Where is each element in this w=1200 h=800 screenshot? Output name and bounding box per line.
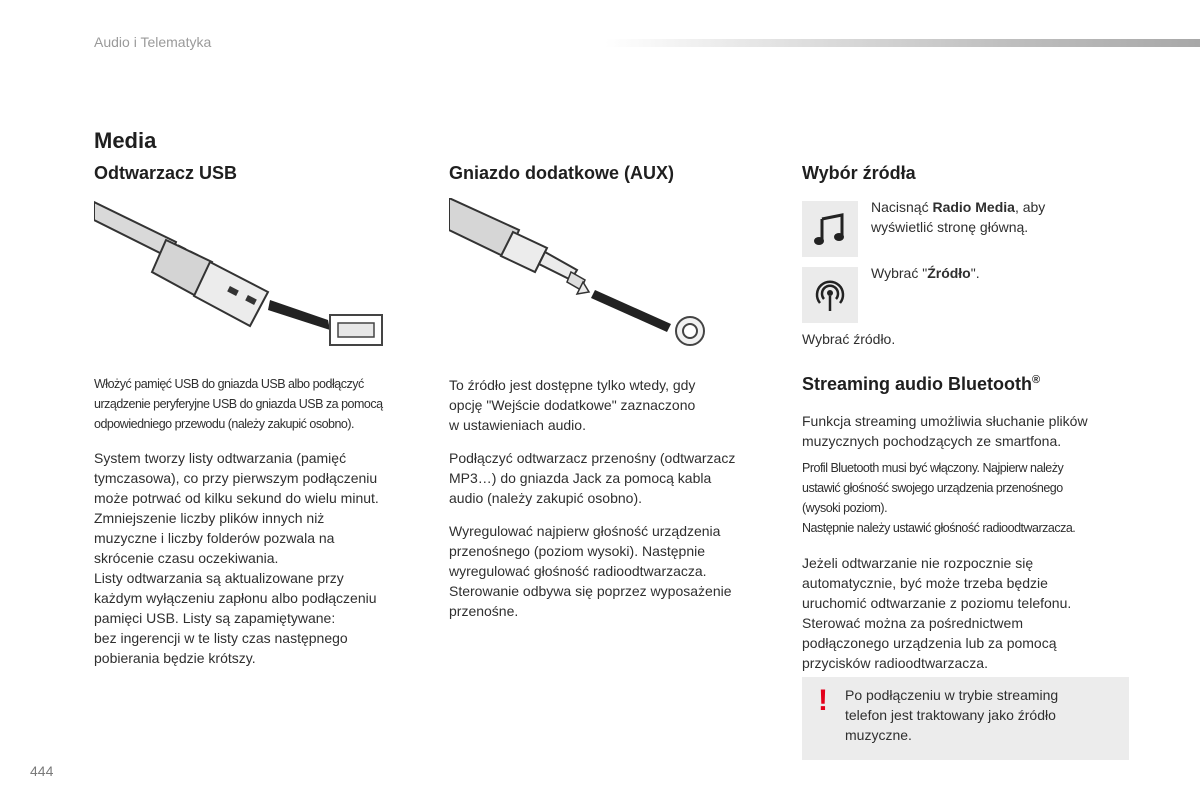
bluetooth-note-line: Profil Bluetooth musi być włączony. Najpierw należy	[802, 461, 1064, 475]
aux-line: opcję "Wejście dodatkowe" zaznaczono	[449, 397, 696, 413]
bluetooth-title: Streaming audio Bluetooth®	[802, 374, 1041, 394]
usb-body	[94, 448, 434, 668]
aux-line: MP3…) do gniazda Jack za pomocą kabla	[449, 470, 712, 486]
usb-body-line: System tworzy listy odtwarzania (pamięć	[94, 450, 347, 466]
bluetooth-line: przycisków radioodtwarzacza.	[802, 655, 988, 671]
usb-body-line: Zmniejszenie liczby plików innych niż	[94, 510, 325, 526]
aux-paragraph-1	[449, 375, 789, 435]
aux-line: przenośnego (poziom wysoki). Następnie	[449, 543, 706, 559]
page-number: 444	[30, 763, 54, 779]
bluetooth-line: automatycznie, być może trzeba będzie	[802, 575, 1048, 591]
usb-illustration	[94, 196, 389, 352]
source-step-2: Wybrać "Źródło".	[871, 265, 980, 281]
aux-line: To źródło jest dostępne tylko wtedy, gdy	[449, 377, 696, 393]
source-button[interactable]	[802, 267, 858, 323]
usb-body-line: każdym wyłączeniu zapłonu albo podłączeniu	[94, 590, 377, 606]
usb-note-line: Włożyć pamięć USB do gniazda USB albo podłączyć	[94, 377, 364, 391]
usb-note-line: urządzenie peryferyjne USB do gniazda USB za pomocą	[94, 397, 383, 411]
aux-line: Wyregulować najpierw głośność urządzenia	[449, 523, 721, 539]
usb-body-line: pobierania będzie krótszy.	[94, 650, 256, 666]
source-step-1	[871, 197, 1191, 237]
bluetooth-note-line: ustawić głośność swojego urządzenia przenośnego	[802, 481, 1063, 495]
bluetooth-line: Jeżeli odtwarzanie nie rozpocznie się	[802, 555, 1034, 571]
section-title: Media	[94, 128, 157, 153]
bluetooth-line: Sterować można za pośrednictwem	[802, 615, 1023, 631]
usb-note-line: odpowiedniego przewodu (należy zakupić osobno).	[94, 417, 355, 431]
source-antenna-icon	[812, 277, 848, 313]
source-title: Wybór źródła	[802, 163, 916, 183]
source-step-3: Wybrać źródło.	[802, 331, 896, 347]
bluetooth-line: Funkcja streaming umożliwia słuchanie plików	[802, 413, 1088, 429]
usb-body-line: muzyczne i liczby folderów pozwala na	[94, 530, 335, 546]
aux-illustration	[449, 198, 714, 348]
warning-line: telefon jest traktowany jako źródło	[845, 707, 1056, 723]
bluetooth-note	[802, 458, 1162, 538]
usb-body-line: może potrwać od kilku sekund do wielu minut.	[94, 490, 379, 506]
usb-title: Odtwarzacz USB	[94, 163, 238, 183]
usb-body-line: skrócenie czasu oczekiwania.	[94, 550, 279, 566]
usb-body-line: bez ingerencji w te listy czas następnego	[94, 630, 348, 646]
source-step-1-line-2: wyświetlić stronę główną.	[871, 219, 1029, 235]
aux-line: Podłączyć odtwarzacz przenośny (odtwarzacz	[449, 450, 736, 466]
warning-line: muzyczne.	[845, 727, 912, 743]
aux-line: Sterowanie odbywa się poprzez wyposażenie	[449, 583, 732, 599]
aux-title: Gniazdo dodatkowe (AUX)	[449, 163, 674, 183]
source-step-1-line-1: Nacisnąć Radio Media, aby	[871, 199, 1046, 215]
bluetooth-paragraph-1	[802, 411, 1142, 451]
bluetooth-line: uruchomić odtwarzanie z poziomu telefonu.	[802, 595, 1072, 611]
usb-body-line: tymczasowa), co przy pierwszym podłączeniu	[94, 470, 378, 486]
usb-body-line: pamięci USB. Listy są zapamiętywane:	[94, 610, 336, 626]
warning-icon: !	[818, 684, 828, 717]
header-title: Audio i Telematyka	[94, 34, 212, 50]
bluetooth-note-line: Następnie należy ustawić głośność radioodtwarzacza.	[802, 521, 1076, 535]
bluetooth-line: podłączonego urządzenia lub za pomocą	[802, 635, 1057, 651]
aux-line: w ustawieniach audio.	[449, 417, 586, 433]
bluetooth-paragraph-2	[802, 553, 1142, 673]
aux-line: wyregulować głośność radioodtwarzacza.	[449, 563, 707, 579]
aux-line: przenośne.	[449, 603, 519, 619]
aux-line: audio (należy zakupić osobno).	[449, 490, 643, 506]
bluetooth-note-line: (wysoki poziom).	[802, 501, 888, 515]
warning-text	[845, 685, 1115, 745]
bluetooth-line: muzycznych pochodzących ze smartfona.	[802, 433, 1062, 449]
aux-paragraph-2	[449, 448, 789, 508]
aux-paragraph-3	[449, 521, 789, 621]
music-note-icon	[812, 211, 848, 247]
radio-media-button[interactable]	[802, 201, 858, 257]
warning-line: Po podłączeniu w trybie streaming	[845, 687, 1059, 703]
usb-body-line: Listy odtwarzania są aktualizowane przy	[94, 570, 344, 586]
header-gradient-bar	[605, 39, 1200, 47]
usb-note	[94, 374, 434, 434]
